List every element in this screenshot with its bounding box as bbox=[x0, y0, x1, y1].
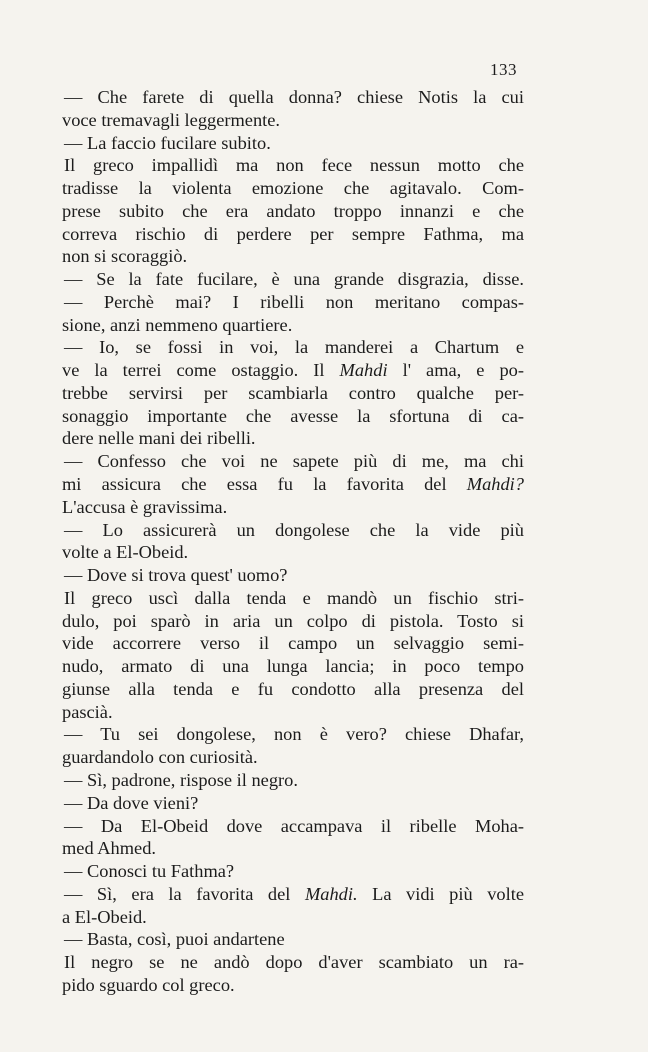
text-segment: Il negro se ne andò dopo d'aver scambiato un ra- bbox=[64, 952, 524, 973]
text-segment: a El-Obeid. bbox=[62, 906, 147, 927]
text-segment: dere nelle mani dei ribelli. bbox=[62, 428, 256, 449]
text-segment: — Tu sei dongolese, non è vero? chiese Dhafar, bbox=[64, 724, 524, 745]
text-segment: — Dove si trova quest' uomo? bbox=[64, 565, 288, 586]
text-segment: ve la terrei come ostaggio. Il bbox=[62, 360, 340, 381]
text-segment: — Se la fate fucilare, è una grande disgrazia, disse. bbox=[64, 269, 524, 290]
text-line bbox=[62, 245, 524, 268]
text-line bbox=[62, 177, 524, 200]
text-segment: — Basta, così, puoi andartene bbox=[64, 929, 285, 950]
italic-text-segment: Mahdi? bbox=[466, 474, 524, 495]
text-line bbox=[62, 336, 524, 359]
text-line bbox=[62, 792, 524, 815]
text-segment: correva rischio di perdere per sempre Fathma, ma bbox=[62, 223, 524, 244]
text-segment: volte a El-Obeid. bbox=[62, 542, 189, 563]
text-segment: L'accusa è gravissima. bbox=[62, 496, 228, 517]
text-segment: Il greco impallidì ma non fece nessun motto che bbox=[64, 155, 524, 176]
text-segment: vide accorrere verso il campo un selvaggio semi- bbox=[62, 633, 524, 654]
text-line bbox=[62, 632, 524, 655]
text-line bbox=[62, 359, 524, 382]
italic-text-segment: Mahdi. bbox=[304, 883, 358, 904]
text-line bbox=[62, 928, 524, 951]
text-segment: l' ama, e po- bbox=[387, 360, 524, 381]
text-line bbox=[62, 701, 524, 724]
text-line bbox=[62, 291, 524, 314]
text-line bbox=[62, 837, 524, 860]
text-segment: — Perchè mai? I ribelli non meritano compas- bbox=[64, 291, 524, 312]
page-body-text bbox=[62, 86, 524, 997]
text-line bbox=[62, 450, 524, 473]
text-segment: pido sguardo col greco. bbox=[62, 974, 235, 995]
text-segment: trebbe servirsi per scambiarla contro qualche per- bbox=[62, 382, 524, 403]
text-line bbox=[62, 815, 524, 838]
text-line bbox=[62, 519, 524, 542]
text-line bbox=[62, 746, 524, 769]
text-line bbox=[62, 132, 524, 155]
text-line bbox=[62, 382, 524, 405]
text-segment: giunse alla tenda e fu condotto alla presenza del bbox=[62, 678, 524, 699]
text-segment: prese subito che era andato troppo innanzi e che bbox=[62, 200, 524, 221]
text-line bbox=[62, 427, 524, 450]
text-line bbox=[62, 678, 524, 701]
text-line bbox=[62, 86, 524, 109]
text-line bbox=[62, 564, 524, 587]
text-line bbox=[62, 473, 524, 496]
text-line bbox=[62, 906, 524, 929]
text-segment: — Conosci tu Fathma? bbox=[64, 861, 235, 882]
text-segment: La vidi più volte bbox=[357, 883, 524, 904]
text-segment: guardandolo con curiosità. bbox=[62, 747, 258, 768]
text-line bbox=[62, 723, 524, 746]
text-line bbox=[62, 223, 524, 246]
italic-text-segment: Mahdi bbox=[339, 360, 388, 381]
text-segment: voce tremavagli leggermente. bbox=[62, 109, 281, 130]
text-line bbox=[62, 314, 524, 337]
text-line bbox=[62, 883, 524, 906]
text-line bbox=[62, 405, 524, 428]
text-segment: — Lo assicurerà un dongolese che la vide più bbox=[64, 519, 524, 540]
text-segment: — Confesso che voi ne sapete più di me, ma chi bbox=[64, 451, 524, 472]
text-line bbox=[62, 655, 524, 678]
text-line bbox=[62, 200, 524, 223]
text-segment: — Da El-Obeid dove accampava il ribelle Moha- bbox=[64, 815, 524, 836]
text-segment: med Ahmed. bbox=[62, 838, 156, 859]
text-line bbox=[62, 769, 524, 792]
text-line bbox=[62, 610, 524, 633]
text-segment: tradisse la violenta emozione che agitavalo. Com- bbox=[62, 178, 524, 199]
text-segment: — Sì, padrone, rispose il negro. bbox=[64, 769, 298, 790]
text-segment: mi assicura che essa fu la favorita del bbox=[62, 474, 467, 495]
text-segment: sonaggio importante che avesse la sfortuna di ca- bbox=[62, 405, 524, 426]
text-segment: sione, anzi nemmeno quartiere. bbox=[62, 314, 293, 335]
text-line bbox=[62, 496, 524, 519]
text-line bbox=[62, 974, 524, 997]
page-number: 133 bbox=[490, 60, 517, 79]
text-line bbox=[62, 154, 524, 177]
text-segment: — Sì, era la favorita del bbox=[64, 883, 305, 904]
text-segment: dulo, poi sparò in aria un colpo di pistola. Tosto si bbox=[62, 610, 524, 631]
text-line bbox=[62, 860, 524, 883]
text-line bbox=[62, 587, 524, 610]
text-segment: — Io, se fossi in voi, la manderei a Chartum e bbox=[64, 337, 524, 358]
text-line bbox=[62, 109, 524, 132]
text-segment: — La faccio fucilare subito. bbox=[64, 132, 271, 153]
text-segment: nudo, armato di una lunga lancia; in poco tempo bbox=[62, 656, 524, 677]
text-segment: Il greco uscì dalla tenda e mandò un fischio stri- bbox=[64, 587, 524, 608]
text-line bbox=[62, 541, 524, 564]
text-line bbox=[62, 951, 524, 974]
text-line bbox=[62, 268, 524, 291]
text-segment: — Da dove vieni? bbox=[64, 792, 199, 813]
text-segment: non si scoraggiò. bbox=[62, 246, 188, 267]
text-segment: pascià. bbox=[62, 701, 113, 722]
text-segment: — Che farete di quella donna? chiese Notis la cui bbox=[64, 87, 524, 107]
